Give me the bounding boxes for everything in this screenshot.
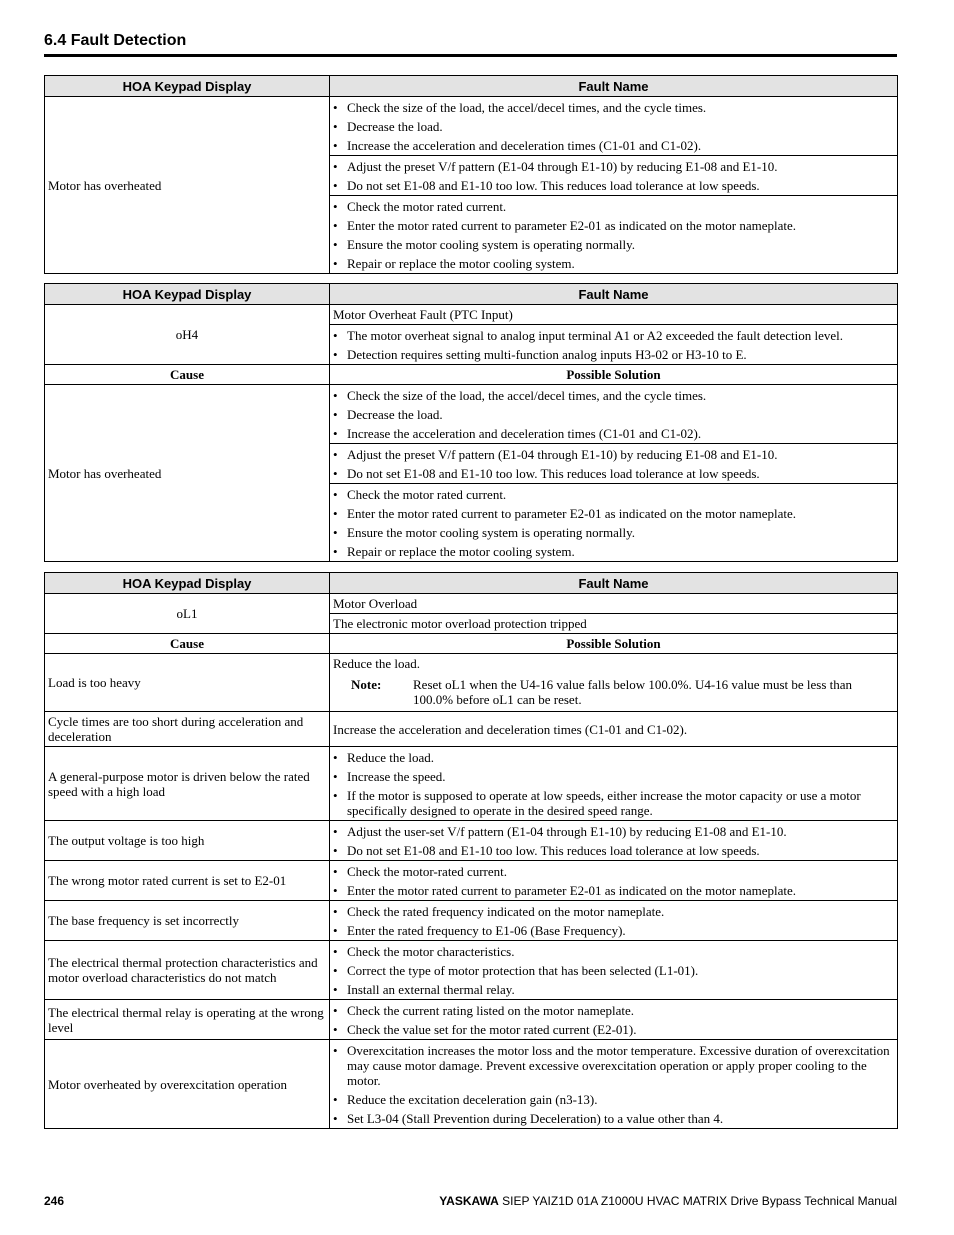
- table-row: [45, 97, 898, 156]
- solution-list: [330, 156, 897, 195]
- list-item: • Ensure the motor cooling system is operating normally.: [333, 525, 895, 540]
- list-item: • Enter the motor rated current to parameter E2-01 as indicated on the motor nameplate.: [333, 218, 895, 233]
- col-header-fault-name: Fault Name: [330, 573, 898, 594]
- list-item: • Overexcitation increases the motor loss and the motor temperature. Excessive duration of overexcitation may cause motor damage. Prevent excessive overexcitation operation or apply proper cooling to the motor.: [333, 1043, 895, 1088]
- table-row: [45, 747, 898, 821]
- fault-description: [330, 325, 898, 365]
- list-item: • Do not set E1-08 and E1-10 too low. This reduces load tolerance at low speeds.: [333, 466, 895, 481]
- solution-list: [330, 444, 897, 483]
- solution-cell: [330, 901, 898, 941]
- list-item: • Do not set E1-08 and E1-10 too low. This reduces load tolerance at low speeds.: [333, 178, 895, 193]
- table-row: [45, 861, 898, 901]
- cause-cell: The electrical thermal protection characteristics and motor overload characteristics do not match: [45, 941, 330, 1000]
- cause-cell: A general-purpose motor is driven below the rated speed with a high load: [45, 747, 330, 821]
- list-item: • Decrease the load.: [333, 119, 895, 134]
- sub-header-cause: Cause: [45, 634, 330, 654]
- table-row: [45, 941, 898, 1000]
- list-item: • Adjust the user-set V/f pattern (E1-04 through E1-10) by reducing E1-08 and E1-10.: [333, 824, 895, 839]
- section-rule: [44, 54, 897, 57]
- solution-cell: [330, 484, 898, 562]
- brand-name: YASKAWA: [439, 1194, 499, 1208]
- solution-cell: Increase the acceleration and deceleration times (C1-01 and C1-02).: [330, 712, 898, 747]
- cause-cell: The wrong motor rated current is set to E2-01: [45, 861, 330, 901]
- section-title: 6.4 Fault Detection: [44, 32, 187, 49]
- list-item: • Adjust the preset V/f pattern (E1-04 through E1-10) by reducing E1-08 and E1-10.: [333, 447, 895, 462]
- cause-cell: Motor has overheated: [45, 385, 330, 562]
- list-item: • Check the size of the load, the accel/decel times, and the cycle times.: [333, 100, 895, 115]
- list-item: • Enter the rated frequency to E1-06 (Base Frequency).: [333, 923, 895, 938]
- col-header-fault-name: Fault Name: [330, 284, 898, 305]
- keypad-display-code: oH4: [45, 305, 330, 365]
- fault-table-ol1: [44, 572, 898, 1129]
- table-header-row: [45, 284, 898, 305]
- solution-cell: [330, 747, 898, 821]
- solution-list: [330, 747, 897, 820]
- list-item: • Do not set E1-08 and E1-10 too low. This reduces load tolerance at low speeds.: [333, 843, 895, 858]
- solution-cell: [330, 821, 898, 861]
- solution-text: Reduce the load.: [333, 656, 420, 671]
- col-header-hoa-display: HOA Keypad Display: [45, 284, 330, 305]
- solution-list: [330, 484, 897, 561]
- table-row: [45, 654, 898, 712]
- list-item: • Check the motor characteristics.: [333, 944, 895, 959]
- list-item: • Increase the speed.: [333, 769, 895, 784]
- fault-description: The electronic motor overload protection tripped: [330, 614, 898, 634]
- keypad-display-code: oL1: [45, 594, 330, 634]
- solution-list: [330, 1040, 897, 1128]
- fault-table-continued: [44, 75, 898, 274]
- solution-cell: [330, 861, 898, 901]
- list-item: • Detection requires setting multi-function analog inputs H3-02 or H3-10 to E.: [333, 347, 895, 362]
- table-row: [45, 1040, 898, 1129]
- solution-list: [330, 97, 897, 155]
- list-item: • The motor overheat signal to analog input terminal A1 or A2 exceeded the fault detection level.: [333, 328, 895, 343]
- note-label: Note:: [351, 677, 382, 692]
- list-item: • Check the motor rated current.: [333, 487, 895, 502]
- sub-header-solution: Possible Solution: [330, 634, 898, 654]
- solution-list: [330, 901, 897, 940]
- solution-list: [330, 1000, 897, 1039]
- sub-header-row: [45, 634, 898, 654]
- manual-title: SIEP YAIZ1D 01A Z1000U HVAC MATRIX Drive Bypass Technical Manual: [498, 1194, 897, 1208]
- sub-header-row: [45, 365, 898, 385]
- table-row: [45, 821, 898, 861]
- solution-cell: [330, 941, 898, 1000]
- col-header-hoa-display: HOA Keypad Display: [45, 76, 330, 97]
- solution-list: [330, 385, 897, 443]
- solution-cell: [330, 444, 898, 484]
- solution-cell: [330, 196, 898, 274]
- description-list: [330, 325, 897, 364]
- list-item: • If the motor is supposed to operate at low speeds, either increase the motor capacity or use a motor specifically designed to operate in the desired speed range.: [333, 788, 895, 818]
- table-row: [45, 594, 898, 614]
- table-row: [45, 385, 898, 444]
- col-header-fault-name: Fault Name: [330, 76, 898, 97]
- fault-name: Motor Overheat Fault (PTC Input): [330, 305, 898, 325]
- solution-cell: [330, 1040, 898, 1129]
- note-block: [351, 677, 894, 707]
- list-item: • Increase the acceleration and deceleration times (C1-01 and C1-02).: [333, 426, 895, 441]
- col-header-hoa-display: HOA Keypad Display: [45, 573, 330, 594]
- list-item: • Reduce the excitation deceleration gain (n3-13).: [333, 1092, 895, 1107]
- list-item: • Decrease the load.: [333, 407, 895, 422]
- fault-table-oh4: [44, 283, 898, 562]
- list-item: • Ensure the motor cooling system is operating normally.: [333, 237, 895, 252]
- list-item: • Increase the acceleration and deceleration times (C1-01 and C1-02).: [333, 138, 895, 153]
- list-item: • Enter the motor rated current to parameter E2-01 as indicated on the motor nameplate.: [333, 883, 895, 898]
- solution-list: [330, 821, 897, 860]
- cause-cell: The output voltage is too high: [45, 821, 330, 861]
- note-text: Reset oL1 when the U4-16 value falls below 100.0%. U4-16 value must be less than 100.0% before oL1 can be reset.: [413, 677, 853, 707]
- list-item: • Check the motor rated current.: [333, 199, 895, 214]
- solution-cell: [330, 385, 898, 444]
- table-header-row: [45, 76, 898, 97]
- cause-cell: Motor overheated by overexcitation operation: [45, 1040, 330, 1129]
- table-row: [45, 712, 898, 747]
- cause-cell: Cycle times are too short during acceleration and deceleration: [45, 712, 330, 747]
- solution-list: [330, 941, 897, 999]
- list-item: • Repair or replace the motor cooling system.: [333, 256, 895, 271]
- solution-list: [330, 196, 897, 273]
- list-item: • Adjust the preset V/f pattern (E1-04 through E1-10) by reducing E1-08 and E1-10.: [333, 159, 895, 174]
- list-item: • Reduce the load.: [333, 750, 895, 765]
- list-item: • Check the size of the load, the accel/decel times, and the cycle times.: [333, 388, 895, 403]
- sub-header-solution: Possible Solution: [330, 365, 898, 385]
- solution-cell: [330, 654, 898, 712]
- list-item: • Repair or replace the motor cooling system.: [333, 544, 895, 559]
- list-item: • Correct the type of motor protection that has been selected (L1-01).: [333, 963, 895, 978]
- cause-cell: Load is too heavy: [45, 654, 330, 712]
- list-item: • Check the motor-rated current.: [333, 864, 895, 879]
- solution-list: [330, 861, 897, 900]
- table-row: [45, 305, 898, 325]
- fault-name: Motor Overload: [330, 594, 898, 614]
- table-header-row: [45, 573, 898, 594]
- list-item: • Check the current rating listed on the motor nameplate.: [333, 1003, 895, 1018]
- cause-cell: The base frequency is set incorrectly: [45, 901, 330, 941]
- footer-manual-title: [439, 1194, 897, 1208]
- table-row: [45, 1000, 898, 1040]
- list-item: • Check the value set for the motor rated current (E2-01).: [333, 1022, 895, 1037]
- list-item: • Set L3-04 (Stall Prevention during Deceleration) to a value other than 4.: [333, 1111, 895, 1126]
- cause-cell: The electrical thermal relay is operating at the wrong level: [45, 1000, 330, 1040]
- list-item: • Check the rated frequency indicated on the motor nameplate.: [333, 904, 895, 919]
- page-number: 246: [44, 1194, 65, 1208]
- cause-cell: Motor has overheated: [45, 97, 330, 274]
- solution-cell: [330, 156, 898, 196]
- sub-header-cause: Cause: [45, 365, 330, 385]
- list-item: • Install an external thermal relay.: [333, 982, 895, 997]
- table-row: [45, 901, 898, 941]
- solution-cell: [330, 1000, 898, 1040]
- list-item: • Enter the motor rated current to parameter E2-01 as indicated on the motor nameplate.: [333, 506, 895, 521]
- solution-cell: [330, 97, 898, 156]
